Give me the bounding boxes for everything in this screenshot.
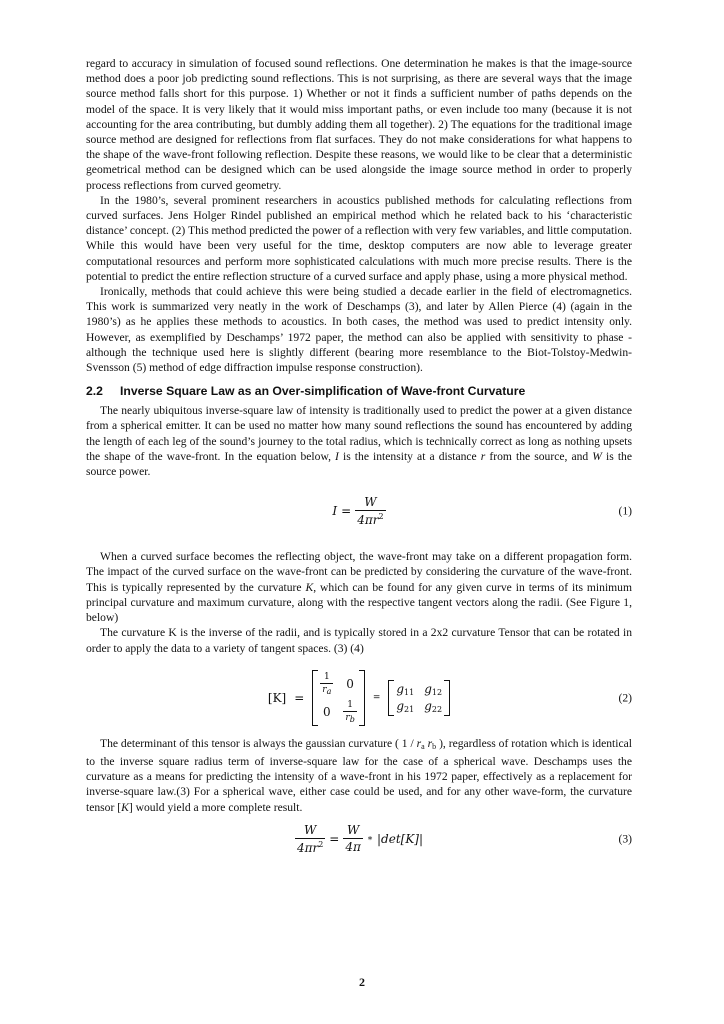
g12: $g_{12}$ — [424, 681, 443, 697]
page-number: 2 — [359, 975, 365, 989]
paragraph-5: When a curved surface becomes the reflecting object, the wave-front may take on a different propagation form. The impact of the curved surface on the wave-front can be predicted by considering the curvature of the wave-front. This is typically represented by the curvature K, which can be found for any given curve in terms of its minimum principal curvature and maximum curvature, along with the respective tangent vectors along the radii. (See Figure 1, below) — [86, 550, 632, 625]
equation-3-label: (3) — [618, 832, 632, 846]
paragraph-6: The curvature K is the inverse of the radii, and is typically stored in a 2x2 curvature Tensor that can be rotated in order to apply the data to a variety of tangent spaces. (3) (4) — [86, 626, 632, 655]
section-title: Inverse Square Law as an Over-simplification of Wave-front Curvature — [120, 384, 526, 399]
eq3-determinant: |det[K]| — [377, 831, 424, 846]
g11: $g_{11}$ — [396, 681, 415, 697]
matrix-entry-22: $\frac{1}{rb}$ — [345, 699, 355, 724]
matrix-entry-21: 0 — [323, 704, 331, 719]
eq2-lhs: [K] — [267, 690, 287, 705]
equation-3: $\frac{W}{4\pi r^2}$ = $\frac{W}{4\pi}$ ∗ |det[K]| (3) — [296, 822, 632, 855]
paragraph-4: The nearly ubiquitous inverse-square law of intensity is traditionally used to predict the power at a given distance from a spherical emitter. It can be used no matter how many sound reflections the sound has encountered by adding the length of each leg of the sound’s journey to the total radius, which is technically correct as long as nothing upsets the shape of the wave-front. In the equation below, I is the intensity at a distance r from the source, and W is the source power. — [86, 404, 633, 479]
section-heading — [86, 384, 632, 399]
equation-1: I = $\frac{W}{4\pi r^2}$ (1) — [332, 495, 632, 528]
section-number: 2.2 — [86, 384, 103, 399]
matrix-entry-12: 0 — [346, 676, 354, 691]
matrix-entry-11: $\frac{1}{ra}$ — [322, 671, 332, 696]
equation-1-label: (1) — [618, 504, 632, 518]
paragraph-2: In the 1980’s, several prominent researchers in acoustics published methods for calculating reflections from curved surfaces. Jens Holger Rindel published an empirical method which he related back to his ‘characteristic distance’ concept. (2) This method predicted the power of a reflection with very few variables, and little computation. While this would have been very useful for the time, desktop computers are now able to leverage greater computational resources and perform more sophisticated calculations with much more precise results. There is the potential to predict the entire reflection structure of a curved surface and apply phase, using a more physical method. — [86, 193, 632, 283]
g22: $g_{22}$ — [424, 698, 443, 714]
equation-2-label: (2) — [618, 691, 632, 705]
metric-matrix — [388, 680, 450, 716]
equation-2: [K] = $\frac{1}{ra}$ 0 0 $\frac{1}{rb}$ = $g_{11}$ $g_{12}$ $g_{21}$ $g_{22}$ (2) — [267, 671, 632, 724]
curvature-matrix — [312, 670, 365, 726]
g21: $g_{21}$ — [396, 698, 415, 714]
eq3-lhs-fraction: $\frac{W}{4\pi r^2}$ — [296, 822, 324, 855]
paragraph-3: Ironically, methods that could achieve this were being studied a decade earlier in the field of electromagnetics. This work is summarized very neatly in the work of Deschamps (3), and later by Allen Pierce (4) (again in the 1980’s) as he applies these methods to acoustics. In both cases, the method was used to predict intensity only. However, as exemplified by Deschamps’ 1972 paper, the method can also be applied with sensitivity to phase - although the technique used here is slightly different (bearing more resemblance to the Biot-Tolstoy-Medwin-Svensson (5) method of edge diffraction impulse response construction). — [86, 285, 632, 375]
eq3-rhs-fraction: $\frac{W}{4\pi}$ — [345, 823, 361, 855]
page-body — [86, 56, 632, 865]
eq1-fraction: $\frac{W}{4\pi r^2}$ — [357, 495, 384, 528]
paragraph-7: The determinant of this tensor is always the gaussian curvature ( $1 / r_a$ $r_b$ ), regardless of rotation which is identical to the inverse square radius term of inverse-square law for the case of a spherical wave. Deschamps uses the curvature as a means for predicting the intensity of a wave-front in his 1972 paper, effectively as a replacement for inverse-square law.(3) For a spherical wave, either case could be used, and for any other wave-form, the curvature tensor [K] would yield a more complete result. — [86, 736, 632, 814]
eq1-lhs: I — [332, 504, 338, 519]
paragraph-1: regard to accuracy in simulation of focused sound reflections. One determination he makes is that the image-source method does a poor job predicting sound reflections. This is not surprising, as there are several ways that the image source method falls short for this purpose. 1) Whether or not it finds a sufficient number of paths depends on the model of the space. It is very likely that it would miss important paths, or even include too many (because it is not accounting for the area contributing, but dumbly adding them all together). 2) The equations for the traditional image source method are designed for reflections from flat surfaces. They do not make considerations for what happens to the shape of the wave-front following reflection. Despite these reasons, we would like to be clear that a deterministic geometrical method can be designed which can be used alongside the image source method in order to properly process reflections from curved geometry. — [86, 57, 632, 192]
